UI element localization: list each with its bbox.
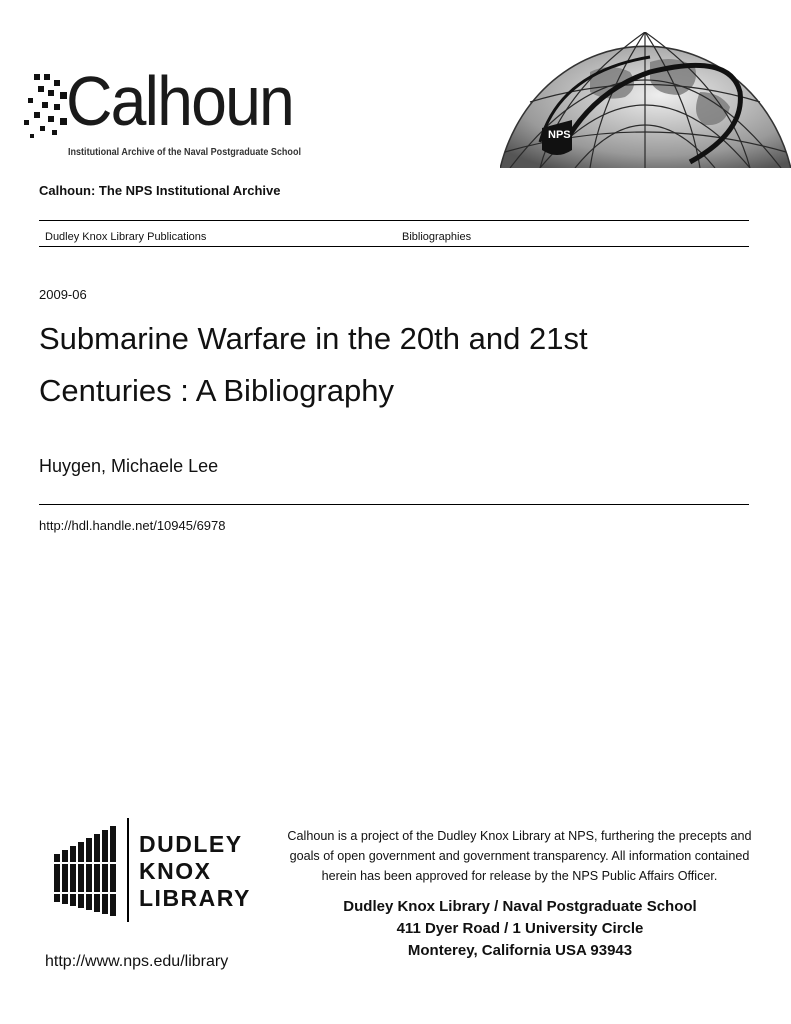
footer-description-line-1: Calhoun is a project of the Dudley Knox Library at NPS, furthering the precepts and [287, 829, 752, 843]
handle-link[interactable]: http://hdl.handle.net/10945/6978 [39, 518, 226, 533]
globe-icon [500, 32, 791, 168]
footer-description-line-3: herein has been approved for release by the NPS Public Affairs Officer. [321, 869, 718, 883]
divider-author [39, 504, 749, 505]
library-logo-line-3: LIBRARY [139, 885, 251, 911]
library-logo-line-2: KNOX [139, 858, 212, 884]
library-url-link[interactable]: http://www.nps.edu/library [45, 953, 229, 970]
globe-badge-text: NPS [548, 129, 571, 141]
collection-link[interactable]: Dudley Knox Library Publications [45, 231, 207, 243]
document-title [39, 313, 739, 417]
divider-collection [39, 246, 749, 247]
document-title-line-2: Centuries : A Bibliography [39, 373, 394, 408]
subcollection-link[interactable]: Bibliographies [402, 231, 472, 243]
footer-address-line-2: 411 Dyer Road / 1 University Circle [396, 920, 644, 937]
library-logo-line-1: DUDLEY [139, 831, 243, 857]
library-logo-divider [127, 818, 129, 922]
archive-label: Calhoun: The NPS Institutional Archive [39, 183, 281, 198]
footer-address-line-1: Dudley Knox Library / Naval Postgraduate School [343, 898, 697, 915]
calhoun-logo-subtitle: Institutional Archive of the Naval Postgraduate School [68, 146, 301, 158]
calhoun-logo-wordmark: Calhoun [66, 62, 294, 140]
divider-top [39, 220, 749, 221]
footer-description-line-2: goals of open government and government transparency. All information contained [289, 849, 750, 863]
footer-description [252, 826, 787, 886]
document-title-line-1: Submarine Warfare in the 20th and 21st [39, 321, 588, 356]
document-author: Huygen, Michaele Lee [39, 456, 219, 476]
publication-date: 2009-06 [39, 287, 87, 302]
footer-address-line-3: Monterey, California USA 93943 [407, 942, 633, 959]
library-building-icon [52, 818, 152, 928]
